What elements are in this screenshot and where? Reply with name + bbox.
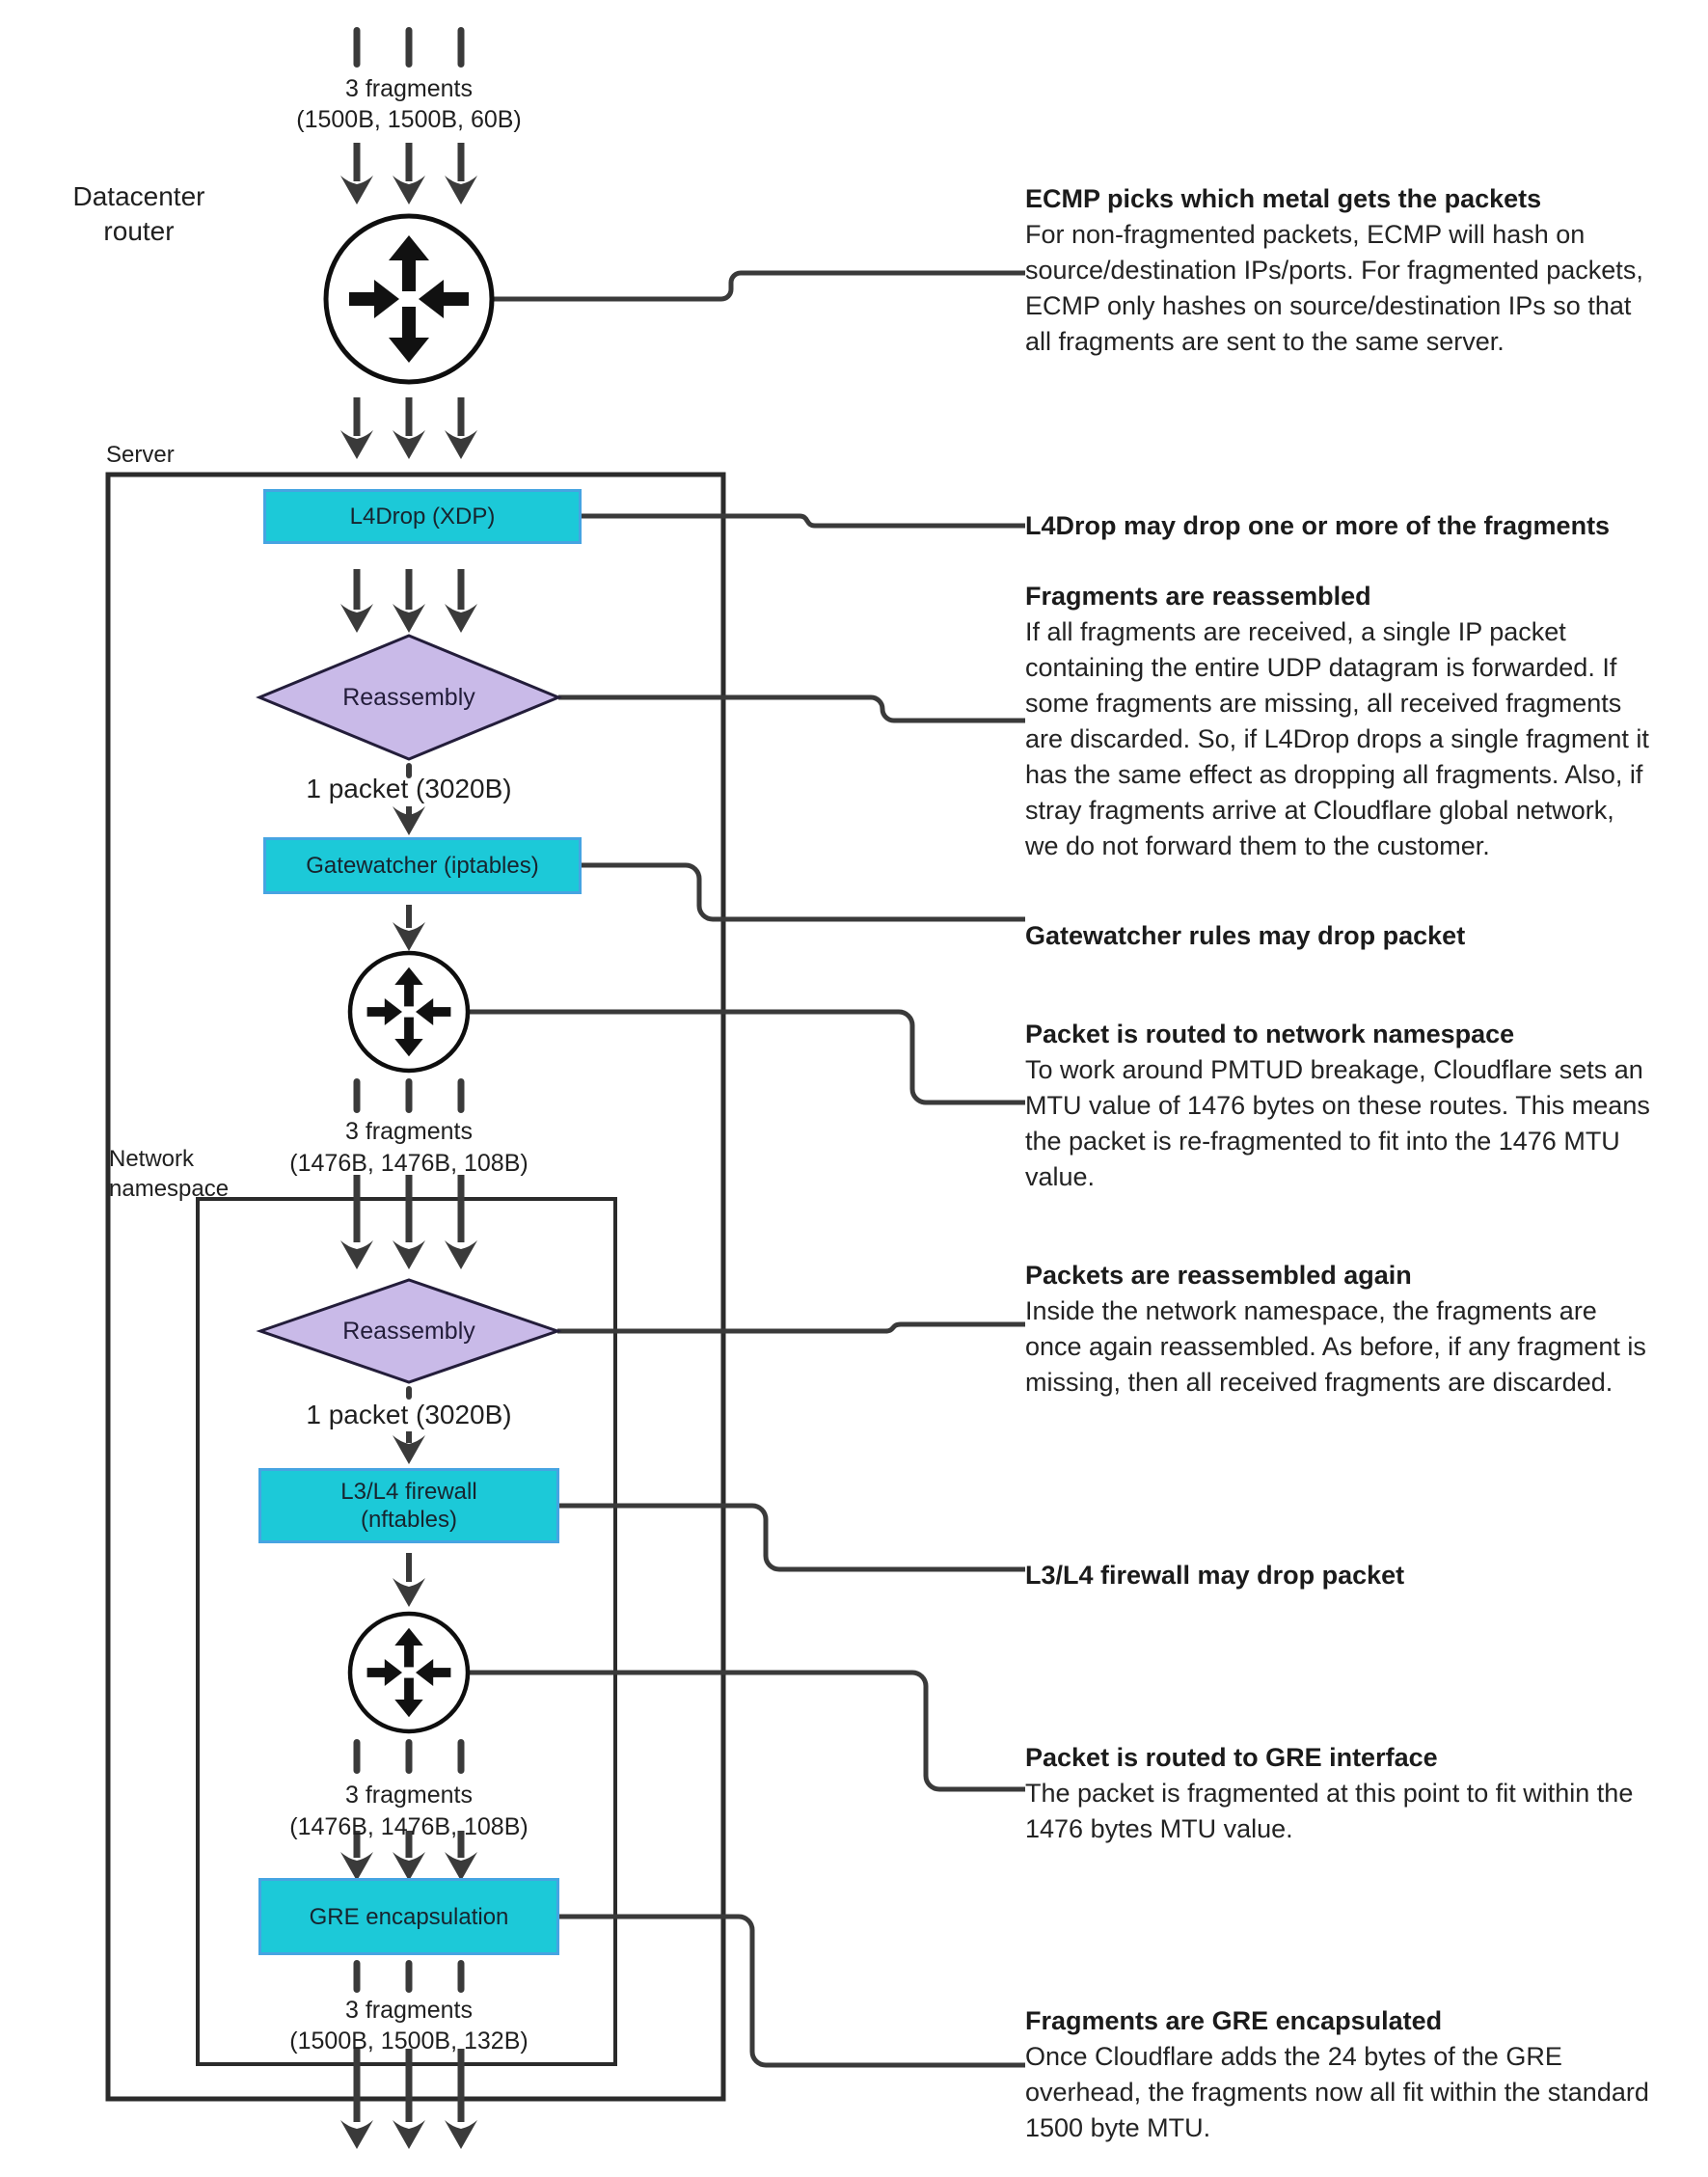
arrow-packet2-to-firewall [393, 1431, 425, 1464]
mid-fragments-sizes: (1476B, 1476B, 108B) [289, 1150, 529, 1177]
annotation-title: Packet is routed to network namespace [1025, 1020, 1515, 1048]
route-to-namespace-router-icon [350, 953, 468, 1071]
annotation-title: Gatewatcher rules may drop packet [1025, 921, 1466, 950]
gre-box: GRE encapsulation [258, 1878, 559, 1955]
l4drop-box: L4Drop (XDP) [263, 489, 582, 544]
datacenter-router-icon [326, 216, 492, 382]
gatewatcher-box: Gatewatcher (iptables) [263, 837, 582, 894]
annotation-reassembled-again [1025, 1258, 1654, 1401]
top-fragments-sizes: (1500B, 1500B, 60B) [296, 106, 522, 133]
out-fragments-count: 3 fragments [344, 1997, 473, 2024]
annotation-body: To work around PMTUD breakage, Cloudflare sets an MTU value of 1476 bytes on these routes. This means the packet is re-fragmented to fit into the 1476 MTU value. [1025, 1055, 1650, 1191]
arrow-firewall-to-router3 [393, 1553, 425, 1607]
connector-reassembly-2 [557, 1324, 1025, 1331]
firewall-box: L3/L4 firewall (nftables) [258, 1468, 559, 1543]
annotation-body: For non-fragmented packets, ECMP will hash on source/destination IPs/ports. For fragmented packets, ECMP only hashes on source/destination IPs so that all fragments are sent to the same server. [1025, 220, 1643, 356]
annotation-ecmp [1025, 181, 1654, 360]
network-namespace-label: Network namespace [109, 1146, 230, 1202]
connector-ecmp [492, 273, 1025, 299]
annotation-body: Inside the network namespace, the fragments are once again reassembled. As before, if any fragment is missing, then all received fragments are discarded. [1025, 1296, 1646, 1397]
annotation-gre-encap [1025, 2003, 1654, 2146]
annotation-title: Fragments are GRE encapsulated [1025, 2006, 1443, 2035]
connector-gre-encap [559, 1917, 1025, 2065]
connector-reassembly-1 [558, 697, 1025, 721]
annotation-gatewatcher [1025, 918, 1654, 954]
fragment-dashes-after-router2 [354, 1078, 465, 1113]
annotation-title: Fragments are reassembled [1025, 582, 1371, 611]
datacenter-router-label: Datacenter router [72, 181, 205, 246]
arrows-into-namespace [340, 1175, 477, 1269]
annotation-title: L4Drop may drop one or more of the fragments [1025, 511, 1611, 540]
annotation-body: The packet is fragmented at this point to fit within the 1476 bytes MTU value. [1025, 1779, 1634, 1843]
annotation-gre-route [1025, 1740, 1654, 1847]
annotation-title: L3/L4 firewall may drop packet [1025, 1561, 1405, 1590]
annotation-body: Once Cloudflare adds the 24 bytes of the GRE overhead, the fragments now all fit within the standard 1500 byte MTU. [1025, 2042, 1649, 2142]
annotation-title: Packets are reassembled again [1025, 1261, 1412, 1290]
arrow-gatewatcher-to-router2 [393, 905, 425, 951]
connector-firewall [559, 1506, 1025, 1569]
arrows-into-datacenter-router [340, 143, 477, 204]
fragment-dashes-after-router3 [354, 1739, 465, 1774]
arrows-l4drop-to-reassembly [340, 569, 477, 633]
annotation-title: ECMP picks which metal gets the packets [1025, 184, 1542, 213]
arrow-packet1-to-gatewatcher [393, 806, 425, 835]
annotation-body: If all fragments are received, a single IP packet containing the entire UDP datagram is forwarded. If some fragments are missing, all received fragments are discarded. So, if L4Drop drops a single fragment it has the same effect as dropping all fragments. Also, if stray fragments arrive at Cloudflare global network, we do not forward them to the customer. [1025, 617, 1649, 860]
annotation-title: Packet is routed to GRE interface [1025, 1743, 1438, 1772]
packet-2-label: 1 packet (3020B) [306, 1400, 512, 1429]
gre-fragments-count: 3 fragments [344, 1782, 473, 1809]
gre-fragments-sizes: (1476B, 1476B, 108B) [289, 1813, 529, 1840]
annotation-netns-route [1025, 1017, 1654, 1195]
reassembly-2-label: Reassembly [342, 1317, 475, 1345]
reassembly-1-label: Reassembly [342, 683, 475, 711]
connector-l4drop [582, 516, 1025, 526]
annotation-firewall [1025, 1558, 1654, 1593]
top-fragments-count: 3 fragments [344, 75, 473, 102]
packet-1-label: 1 packet (3020B) [306, 774, 512, 803]
annotation-reassembled [1025, 579, 1654, 864]
connector-netns-route [468, 1012, 1025, 1102]
arrows-into-server [340, 397, 477, 459]
diamond-2-stub [406, 1386, 412, 1400]
annotation-l4drop [1025, 508, 1654, 544]
server-label: Server [106, 442, 175, 468]
fragment-dashes-top [354, 27, 465, 68]
fragment-dashes-after-gre [354, 1960, 465, 1993]
connector-gre-route [468, 1673, 1025, 1789]
out-fragments-sizes: (1500B, 1500B, 132B) [289, 2027, 529, 2055]
route-to-gre-router-icon [350, 1614, 468, 1731]
connector-gatewatcher [582, 865, 1025, 919]
mid-fragments-count: 3 fragments [344, 1118, 473, 1145]
